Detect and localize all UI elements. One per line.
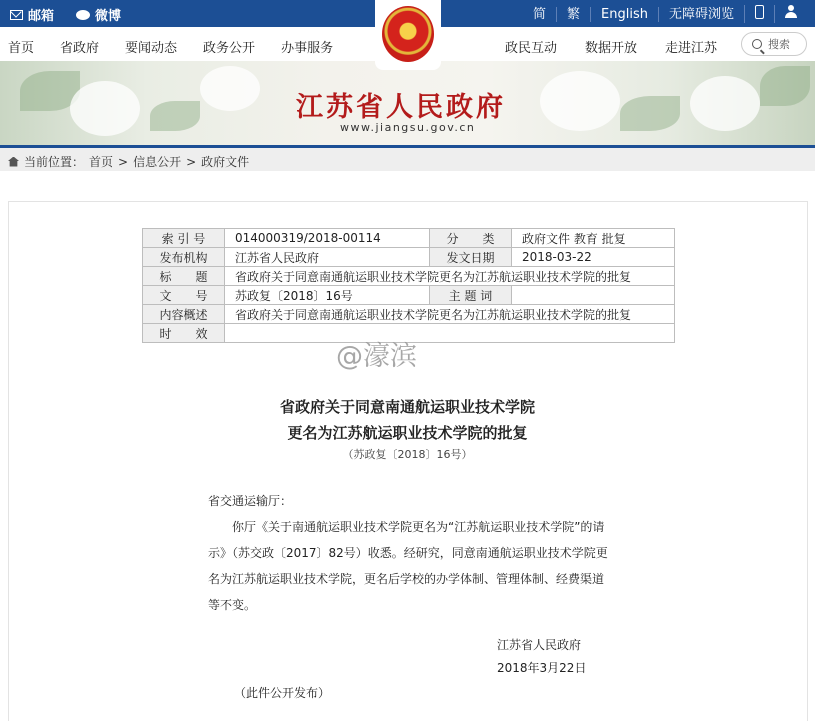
accessible-browse-link[interactable]: 无障碍浏览 xyxy=(658,7,744,22)
meta-value: 苏政复〔2018〕16号 xyxy=(225,286,430,305)
addressee: 省交通运输厅： xyxy=(208,494,293,508)
breadcrumb-label: 当前位置： xyxy=(24,155,85,169)
nav-item-open-data[interactable]: 数据开放 xyxy=(585,41,638,56)
breadcrumb-separator: > xyxy=(186,154,197,169)
search-icon xyxy=(752,39,762,49)
nav-item-news[interactable]: 要闻动态 xyxy=(125,41,178,56)
table-row xyxy=(143,267,675,286)
table-row xyxy=(143,248,675,267)
document-number: （苏政复〔2018〕16号） xyxy=(342,448,473,461)
phone-icon xyxy=(755,5,764,19)
traditional-chinese-link[interactable]: 繁 xyxy=(556,7,590,22)
breadcrumb-info-disclosure[interactable]: 信息公开 xyxy=(133,155,182,169)
nav-item-interaction[interactable]: 政民互动 xyxy=(505,41,558,56)
meta-key: 发文日期 xyxy=(430,248,512,267)
publish-note: （此件公开发布） xyxy=(234,686,331,700)
nav-item-about-jiangsu[interactable]: 走进江苏 xyxy=(665,41,718,56)
nav-item-provincial-government[interactable]: 省政府 xyxy=(60,41,100,56)
mobile-link[interactable] xyxy=(744,5,774,23)
document-title-line2: 更名为江苏航运职业技术学院的批复 xyxy=(287,424,528,442)
meta-value: 省政府关于同意南通航运职业技术学院更名为江苏航运职业技术学院的批复 xyxy=(225,305,675,324)
meta-value xyxy=(512,286,675,305)
emblem-icon xyxy=(382,6,434,62)
meta-value: 政府文件 教育 批复 xyxy=(512,229,675,248)
mail-icon xyxy=(10,10,23,20)
breadcrumb-separator: > xyxy=(118,154,129,169)
watermark: @濠滨 xyxy=(336,341,417,372)
document-meta-table xyxy=(142,228,675,343)
banner xyxy=(0,61,815,145)
meta-key: 主 题 词 xyxy=(430,286,512,305)
breadcrumb xyxy=(0,145,815,171)
nav-item-home[interactable]: 首页 xyxy=(8,41,35,56)
document-body: 你厅《关于南通航运职业技术学院更名为“江苏航运职业技术学院”的请示》（苏交政〔2017〕82号）收悉。经研究，同意南通航运职业技术学院更名为江苏航运职业技术学院，更名后学校的办学体制、管理体制、经费渠道等不变。 xyxy=(208,520,608,612)
table-row xyxy=(143,305,675,324)
meta-key: 索 引 号 xyxy=(143,229,225,248)
english-link[interactable]: English xyxy=(590,7,658,22)
nav-item-government-affairs[interactable]: 政务公开 xyxy=(203,41,256,56)
meta-key: 文 号 xyxy=(143,286,225,305)
search-box[interactable] xyxy=(741,32,807,56)
breadcrumb-government-documents[interactable]: 政府文件 xyxy=(201,155,250,169)
meta-value: 省政府关于同意南通航运职业技术学院更名为江苏航运职业技术学院的批复 xyxy=(225,267,675,286)
user-link[interactable] xyxy=(774,5,807,23)
document-title-line1: 省政府关于同意南通航运职业技术学院 xyxy=(279,398,535,416)
site-url: www.jiangsu.gov.cn xyxy=(340,121,476,134)
weibo-icon xyxy=(76,10,90,20)
meta-value: 014000319/2018-00114 xyxy=(225,229,430,248)
user-icon xyxy=(785,5,797,19)
mail-label: 邮箱 xyxy=(28,9,55,24)
meta-key: 标 题 xyxy=(143,267,225,286)
site-title: 江苏省人民政府 xyxy=(296,92,506,123)
home-icon xyxy=(8,157,19,167)
mail-link[interactable] xyxy=(10,5,54,24)
meta-value xyxy=(225,324,675,343)
table-row xyxy=(143,286,675,305)
national-emblem xyxy=(375,0,441,70)
signature: 江苏省人民政府 xyxy=(497,638,582,652)
weibo-label: 微博 xyxy=(95,9,122,24)
search-label: 搜索 xyxy=(768,38,790,51)
meta-key: 分 类 xyxy=(430,229,512,248)
simplified-chinese-link[interactable]: 简 xyxy=(533,6,547,22)
meta-key: 内容概述 xyxy=(143,305,225,324)
nav-item-services[interactable]: 办事服务 xyxy=(281,41,334,56)
meta-key: 时 效 xyxy=(143,324,225,343)
meta-key: 发布机构 xyxy=(143,248,225,267)
document-date: 2018年3月22日 xyxy=(497,661,587,675)
table-row xyxy=(143,229,675,248)
weibo-link[interactable] xyxy=(76,5,121,24)
meta-value: 2018-03-22 xyxy=(512,248,675,267)
breadcrumb-home[interactable]: 首页 xyxy=(89,155,114,169)
meta-value: 江苏省人民政府 xyxy=(225,248,430,267)
